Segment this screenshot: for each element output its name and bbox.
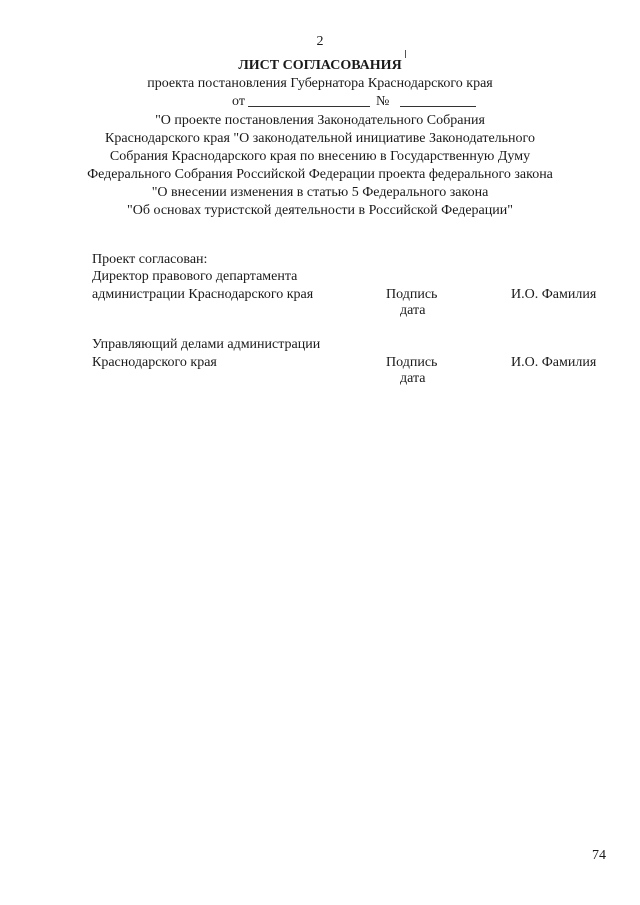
approver-position-line: Управляющий делами администрации (92, 337, 321, 352)
approver-name: И.О. Фамилия (511, 287, 597, 302)
approver-position-line: Директор правового департамента (92, 269, 298, 284)
document-title: ЛИСТ СОГЛАСОВАНИЯ (238, 58, 402, 73)
subject-line: Краснодарского края "О законодательной инициативе Законодательного (105, 131, 535, 146)
page-number-top: 2 (316, 34, 324, 49)
approver-name: И.О. Фамилия (511, 355, 597, 370)
signature-label: Подпись (386, 287, 438, 302)
number-label: № (376, 94, 390, 109)
document-subtitle: проекта постановления Губернатора Краснодарского края (147, 76, 493, 91)
approver-position-line: администрации Краснодарского края (92, 287, 314, 302)
signature-date-label: дата (400, 371, 426, 386)
signature-date-label: дата (400, 303, 426, 318)
subject-line: "Об основах туристской деятельности в Российской Федерации" (127, 203, 513, 218)
page-number-bottom: 74 (592, 848, 606, 863)
number-blank-line (400, 106, 476, 107)
signature-label: Подпись (386, 355, 438, 370)
subject-line: Собрания Краснодарского края по внесению в Государственную Думу (109, 149, 531, 164)
subject-line: Федерального Собрания Российской Федерации проекта федерального закона (87, 167, 553, 182)
approved-heading: Проект согласован: (92, 252, 208, 267)
approver-position-line: Краснодарского края (92, 355, 217, 370)
subject-line: "О внесении изменения в статью 5 Федерального закона (151, 185, 489, 200)
subject-line: "О проекте постановления Законодательного Собрания (155, 113, 485, 128)
date-number-row (0, 93, 640, 111)
date-label: от (232, 94, 245, 109)
date-blank-line (248, 106, 370, 107)
